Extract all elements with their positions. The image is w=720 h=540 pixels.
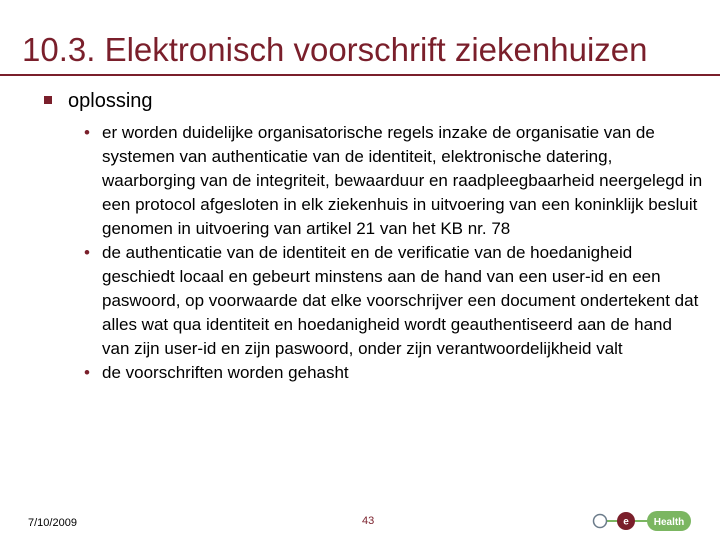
- bullet-dot-icon: •: [84, 123, 90, 142]
- page-number: 43: [362, 515, 375, 527]
- logo-health-text: Health: [653, 517, 685, 528]
- list-item: [84, 241, 704, 361]
- list-item: [84, 361, 704, 385]
- bullet-text: de authenticatie van de identiteit en de verificatie van de hoedanigheid geschiedt locaal en gebeurt minstens aan de hand van een user-id en een paswoord, op voorwaarde dat elke voorschrijver een document ondertekent dat alles wat qua identiteit en hoedanigheid wordt geauthentiseerd aan de hand van zijn user-id en zijn paswoord, onder zijn verantwoordelijkheid valt: [102, 243, 699, 358]
- logo-ring-icon: [594, 515, 607, 528]
- list-item: [84, 121, 704, 241]
- bullet-dot-icon: •: [84, 363, 90, 382]
- title-divider: [0, 74, 720, 76]
- footer-date: 7/10/2009: [28, 517, 77, 529]
- level1-text: oplossing: [68, 90, 153, 112]
- square-bullet-icon: [44, 96, 52, 104]
- logo-e-text: e: [623, 516, 629, 528]
- level1-bullet: [44, 88, 153, 114]
- slide-title: 10.3. Elektronisch voorschrift ziekenhuizen: [22, 31, 648, 68]
- bullet-list: [84, 121, 704, 385]
- bullet-text: er worden duidelijke organisatorische regels inzake de organisatie van de systemen van authenticatie van de identiteit, elektronische datering, waarborging van de integriteit, bewaarduur en raadpleegbaarheid neergelegd in een protocol afgesloten in elk ziekenhuis in uitvoering van een koninklijk besluit genomen in uitvoering van artikel 21 van het KB nr. 78: [102, 123, 703, 238]
- bullet-text: de voorschriften worden gehasht: [102, 363, 349, 382]
- bullet-dot-icon: •: [84, 243, 90, 262]
- ehealth-logo: [592, 510, 692, 532]
